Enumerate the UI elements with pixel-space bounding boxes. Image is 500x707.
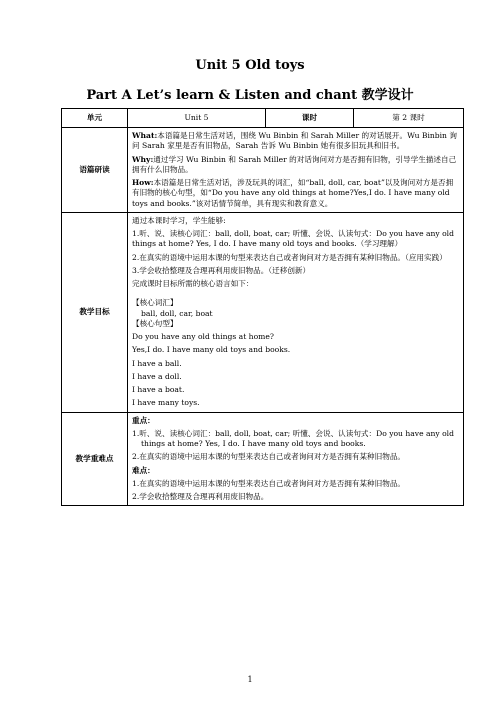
core-pattern-6: I have many toys. <box>132 398 200 408</box>
unit-value: Unit 5 <box>128 109 266 128</box>
key-point-1b: things at home? Yes, I do. I have many old toys and books. <box>141 439 366 448</box>
keypoints-content <box>128 412 464 506</box>
core-pattern-4: I have a doll. <box>132 371 182 381</box>
difficulty-heading: 难点： <box>132 465 155 475</box>
why-text: 通过学习 Wu Binbin 和 Sarah Miller 的对话询问对方是否拥有旧物，引导学生描述自己拥有什么旧物品。 <box>132 154 457 174</box>
keypoints-row <box>62 412 464 506</box>
document-subtitle: Part A Let’s learn & Listen and chant 教学设计 <box>86 88 414 103</box>
analysis-row <box>62 128 464 213</box>
unit-label: 单元 <box>62 109 128 128</box>
core-pattern-1: Do you have any old things at home? <box>132 332 274 341</box>
why-paragraph <box>132 155 459 176</box>
objectives-content <box>128 212 464 412</box>
core-pattern-3: I have a ball. <box>132 358 182 368</box>
objectives-row <box>62 212 464 412</box>
lesson-plan-table <box>61 108 464 506</box>
objective-1: 1.听、说、读核心词汇：ball, doll, boat, car; 听懂、会说、认读句式：Do you have any old things at home? Yes, I do. I have many old toys and books.（学习理解） <box>132 229 454 249</box>
objective-2: 2.在真实的语境中运用本课的句型来表达自己或者询问对方是否拥有某种旧物品。（应用实践） <box>132 252 447 262</box>
difficulty-2: 2.学会收拾整理及合理再利用废旧物品。 <box>132 492 269 501</box>
what-paragraph <box>132 131 459 152</box>
objectives-intro: 通过本课时学习，学生能够: <box>132 215 226 225</box>
core-pattern-2: Yes,I do. I have many old toys and books. <box>132 345 291 355</box>
key-point-2: 2.在真实的语境中运用本课的句型来表达自己或者询问对方是否拥有某种旧物品。 <box>132 452 406 462</box>
difficulty-1: 1.在真实的语境中运用本课的句型来表达自己或者询问对方是否拥有某种旧物品。 <box>132 478 406 488</box>
period-value: 第 2 课时 <box>354 109 464 128</box>
analysis-label: 语篇研读 <box>62 128 128 213</box>
how-paragraph <box>132 178 459 209</box>
core-language-intro: 完成课时目标所需的核心语言如下： <box>132 279 254 288</box>
how-label: How: <box>132 178 154 187</box>
key-point-1a: 1.听、说、读核心词汇：ball, doll, boat, car; 听懂、会说、认读句式：Do you have any old <box>132 428 454 438</box>
page-number: 1 <box>247 675 253 684</box>
document-title: Unit 5 Old toys <box>195 58 305 73</box>
analysis-content <box>128 128 464 213</box>
core-vocab-heading: 【核心词汇】 <box>132 298 178 308</box>
objective-3: 3.学会收拾整理及合理再利用废旧物品。（迁移创新） <box>132 265 311 275</box>
table-header-row <box>62 109 464 128</box>
period-label: 课时 <box>266 109 354 128</box>
why-label: Why: <box>132 154 154 164</box>
key-heading: 重点： <box>132 415 155 425</box>
core-pattern-heading: 【核心句型】 <box>132 318 178 328</box>
keypoints-label: 教学重难点 <box>62 412 128 506</box>
what-label: What: <box>132 131 158 140</box>
objectives-label: 教学目标 <box>62 212 128 412</box>
core-pattern-5: I have a boat. <box>132 385 185 394</box>
core-vocab: ball, doll, car, boat <box>141 308 213 318</box>
how-text: 本语篇是日常生活对话，涉及玩具的词汇，如“ball, doll, car, boat”以及询问对方是否拥有旧物的核心句型，如“Do you have any old things at home?Yes,I do. I have many old toys and books.”该对话情节简单，具有现实和教育意义。 <box>132 178 454 208</box>
what-text: 本语篇是日常生活对话，围绕 Wu Binbin 和 Sarah Miller 的对话展开。Wu Binbin 询问 Sarah 家里是否有旧物品，Sarah 告诉 Wu Binbin 她有很多旧玩具和旧书。 <box>132 131 457 151</box>
